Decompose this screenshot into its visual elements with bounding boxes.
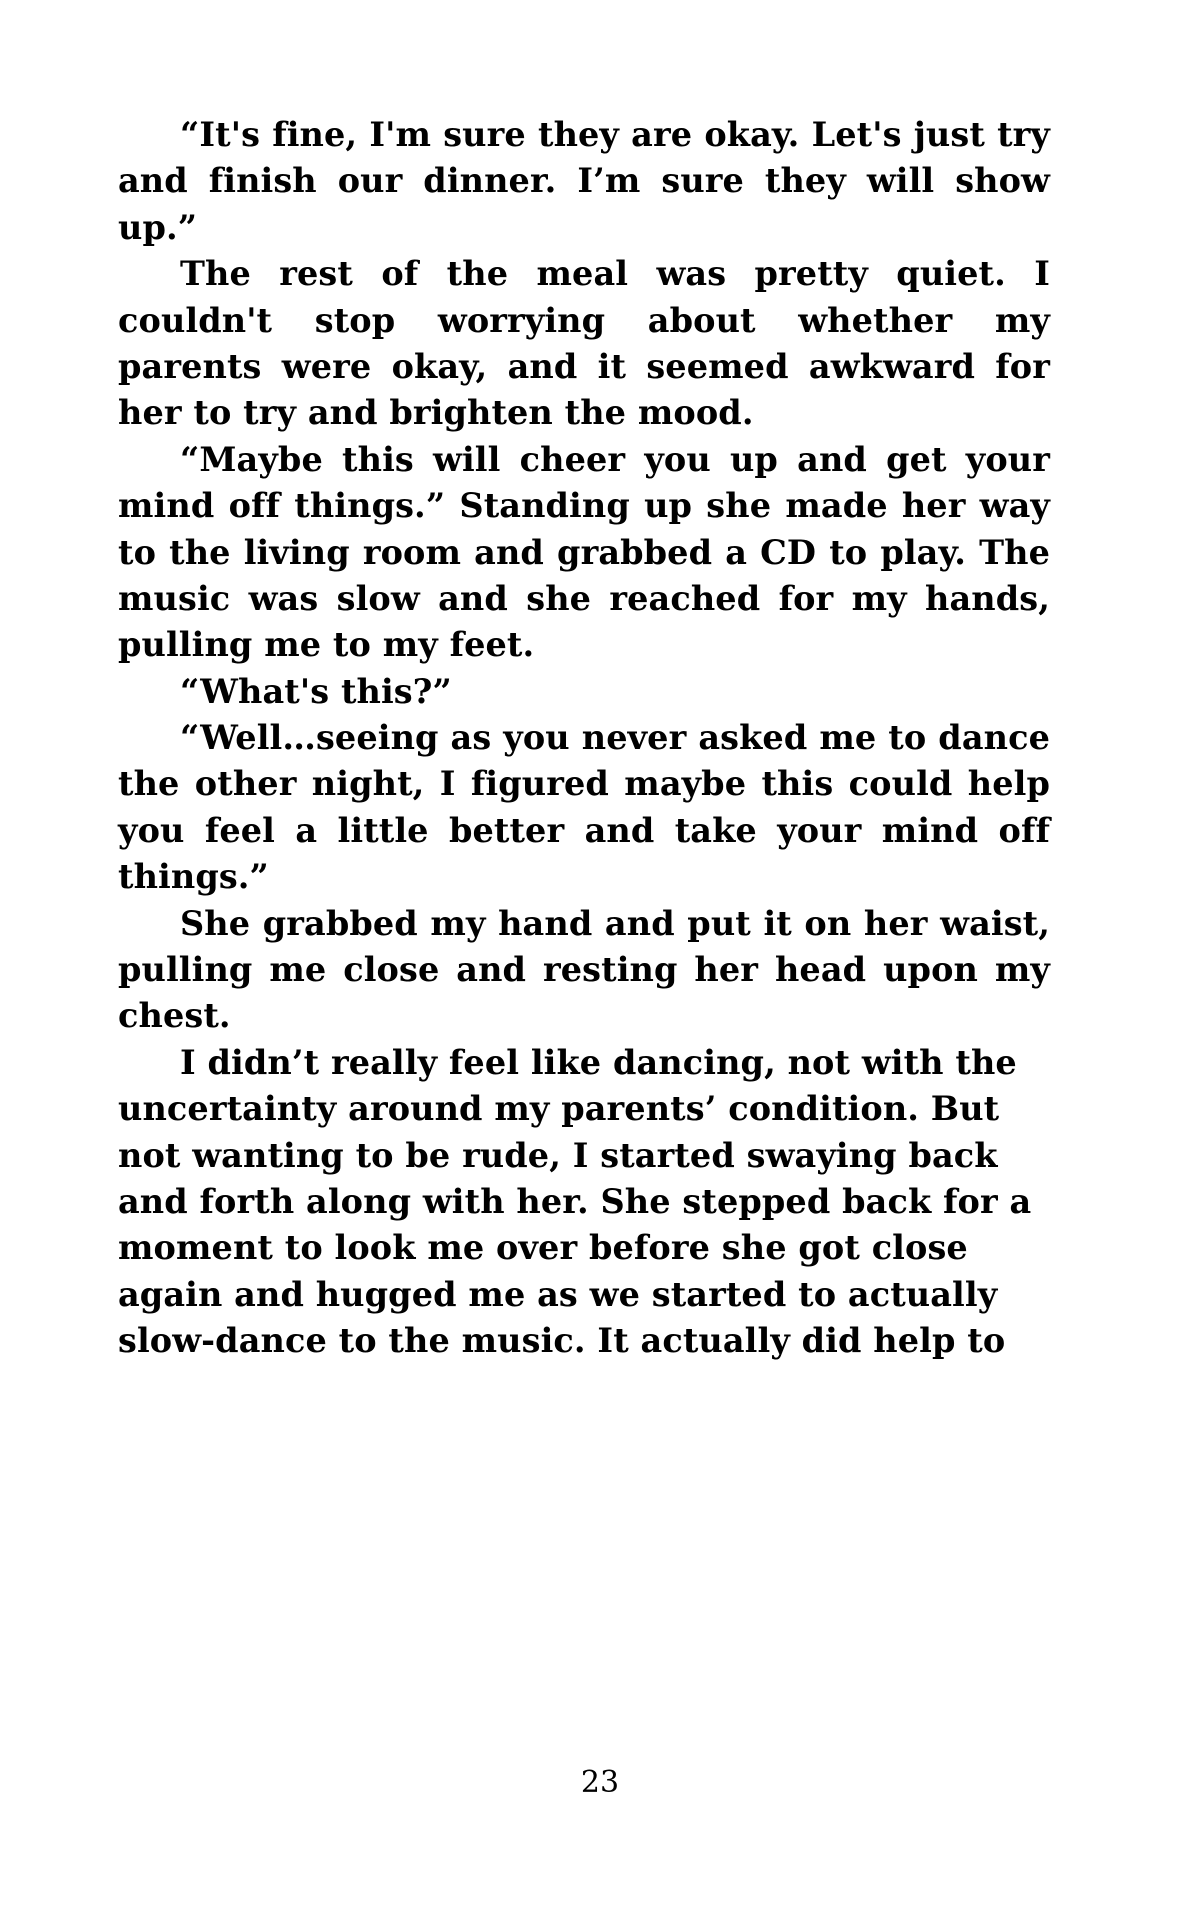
paragraph: “Maybe this will cheer you up and get your mind off things.” Standing up she made her way to the living room and grabbed a CD to play. The music was slow and she reached for my hands, pulling me to my feet.	[118, 439, 1050, 665]
paragraph: “Well…seeing as you never asked me to dance the other night, I figured maybe this could help you feel a little better and take your mind off things.”	[118, 718, 1050, 897]
paragraph: “What's this?”	[180, 671, 452, 711]
paragraph: I didn’t really feel like dancing, not with the uncertainty around my parents’ condition. But not wanting to be rude, I started swaying back and forth along with her. She stepped back for a moment to look me over before she got close again and hugged me as we started to actually slow-dance to the music. It actually did help to	[118, 1042, 1032, 1361]
page-body-text	[118, 112, 1050, 1365]
paragraph: “It's fine, I'm sure they are okay. Let's just try and finish our dinner. I’m sure they will show up.”	[118, 115, 1050, 247]
page-number: 23	[580, 1765, 620, 1800]
paragraph: She grabbed my hand and put it on her waist, pulling me close and resting her head upon my chest.	[118, 903, 1050, 1036]
paragraph: The rest of the meal was pretty quiet. I couldn't stop worrying about whether my parents were okay, and it seemed awkward for her to try and brighten the mood.	[118, 254, 1050, 433]
